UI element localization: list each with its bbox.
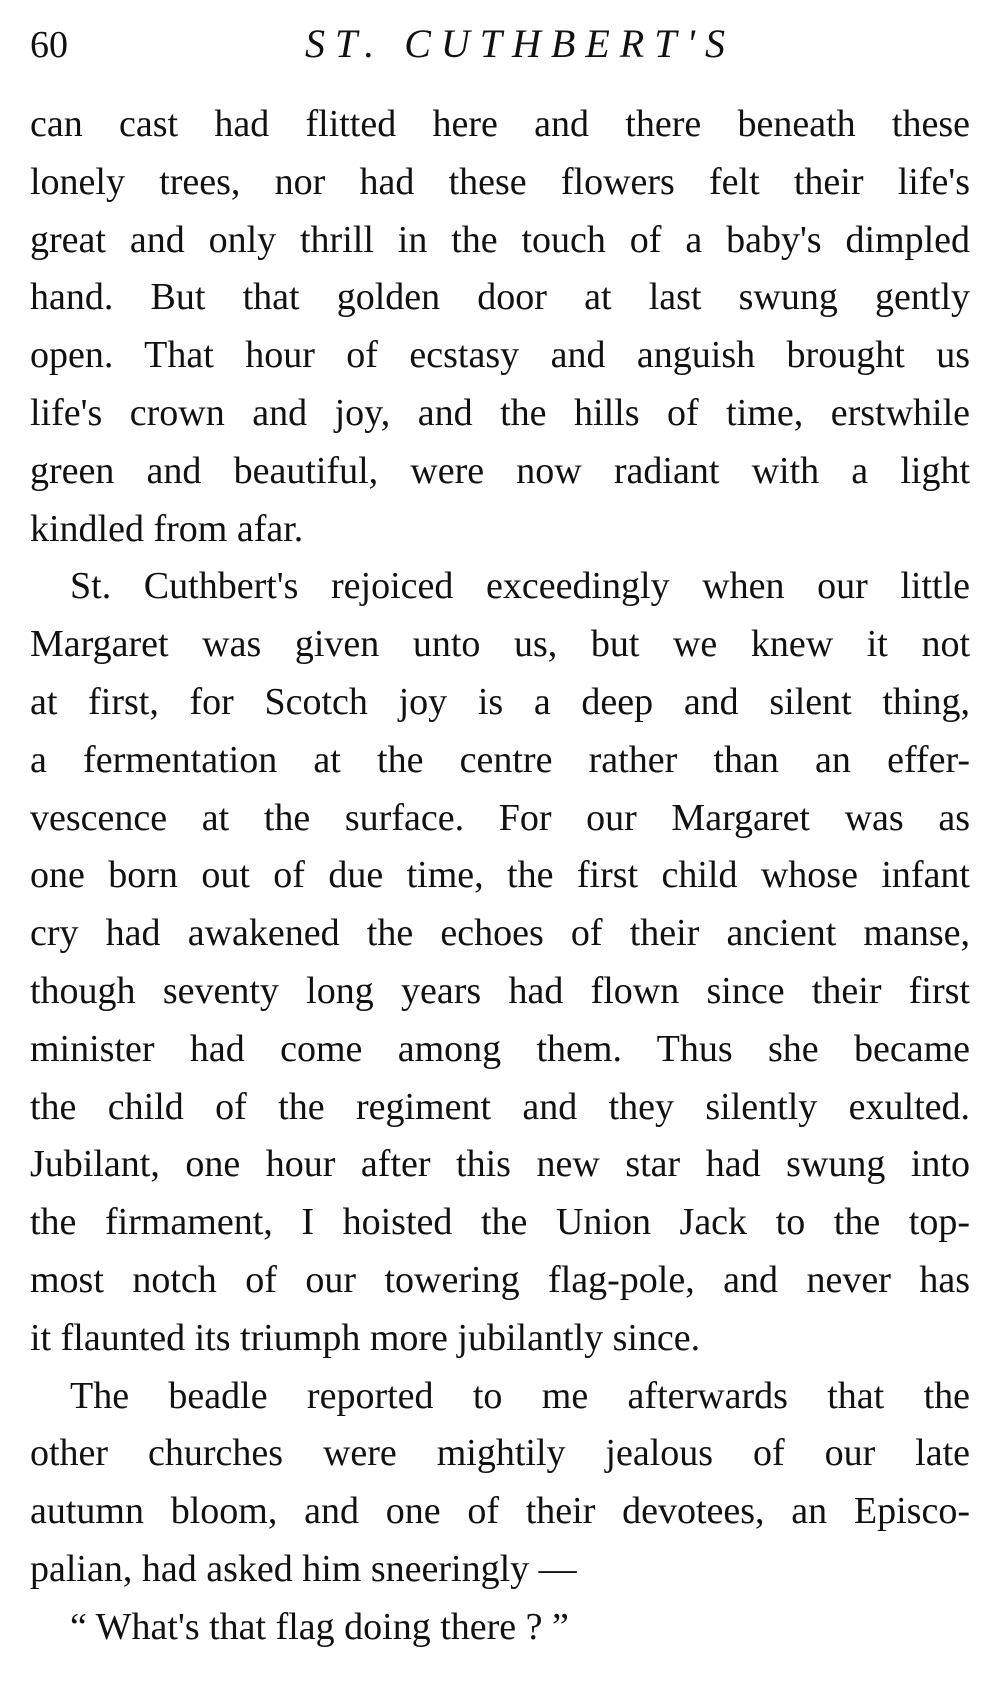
body-text xyxy=(30,96,970,1657)
text-line: green and beautiful, were now radiant with a light xyxy=(30,449,970,492)
text-line: life's crown and joy, and the hills of time, erstwhile xyxy=(30,391,970,434)
text-line: palian, had asked him sneeringly — xyxy=(30,1547,577,1590)
running-head xyxy=(30,18,970,78)
text-line: cry had awakened the echoes of their ancient manse, xyxy=(30,912,970,955)
text-line: other churches were mightily jealous of our late xyxy=(30,1432,970,1475)
text-line: at first, for Scotch joy is a deep and silent thing, xyxy=(30,680,970,723)
text-line: the child of the regiment and they silently exulted. xyxy=(30,1085,970,1128)
text-line: autumn bloom, and one of their devotees, an Episco- xyxy=(30,1490,970,1533)
text-line: vescence at the surface. For our Margaret was as xyxy=(30,796,970,839)
text-line: can cast had flitted here and there beneath these xyxy=(30,103,970,145)
text-line: the firmament, I hoisted the Union Jack to the top- xyxy=(30,1201,970,1244)
text-line: one born out of due time, the first child whose infant xyxy=(30,854,970,897)
text-line: open. That hour of ecstasy and anguish brought us xyxy=(30,334,970,377)
text-line: though seventy long years had flown since their first xyxy=(30,969,970,1012)
text-line: St. Cuthbert's rejoiced exceedingly when our little xyxy=(70,565,970,608)
text-line: “ What's that flag doing there ? ” xyxy=(70,1605,569,1648)
page-number: 60 xyxy=(30,24,68,66)
text-line: it flaunted its triumph more jubilantly since. xyxy=(30,1316,701,1359)
text-line: minister had come among them. Thus she became xyxy=(30,1027,970,1070)
paragraph-1 xyxy=(30,96,970,558)
text-line: Jubilant, one hour after this new star had swung into xyxy=(30,1143,970,1186)
text-line: Margaret was given unto us, but we knew it not xyxy=(30,623,970,666)
text-line: a fermentation at the centre rather than an effer- xyxy=(30,738,970,781)
paragraph-3 xyxy=(30,1368,970,1599)
running-title: ST. CUTHBERT'S xyxy=(304,21,736,66)
text-line: great and only thrill in the touch of a baby's dimpled xyxy=(30,218,970,261)
text-line: most notch of our towering flag-pole, and never has xyxy=(30,1258,970,1301)
text-line: The beadle reported to me afterwards that the xyxy=(70,1374,970,1417)
book-page xyxy=(30,18,970,1668)
paragraph-2 xyxy=(30,558,970,1367)
paragraph-4 xyxy=(30,1599,970,1657)
text-line: lonely trees, nor had these flowers felt their life's xyxy=(30,160,970,203)
text-line: kindled from afar. xyxy=(30,507,304,550)
text-line: hand. But that golden door at last swung gently xyxy=(30,276,970,319)
